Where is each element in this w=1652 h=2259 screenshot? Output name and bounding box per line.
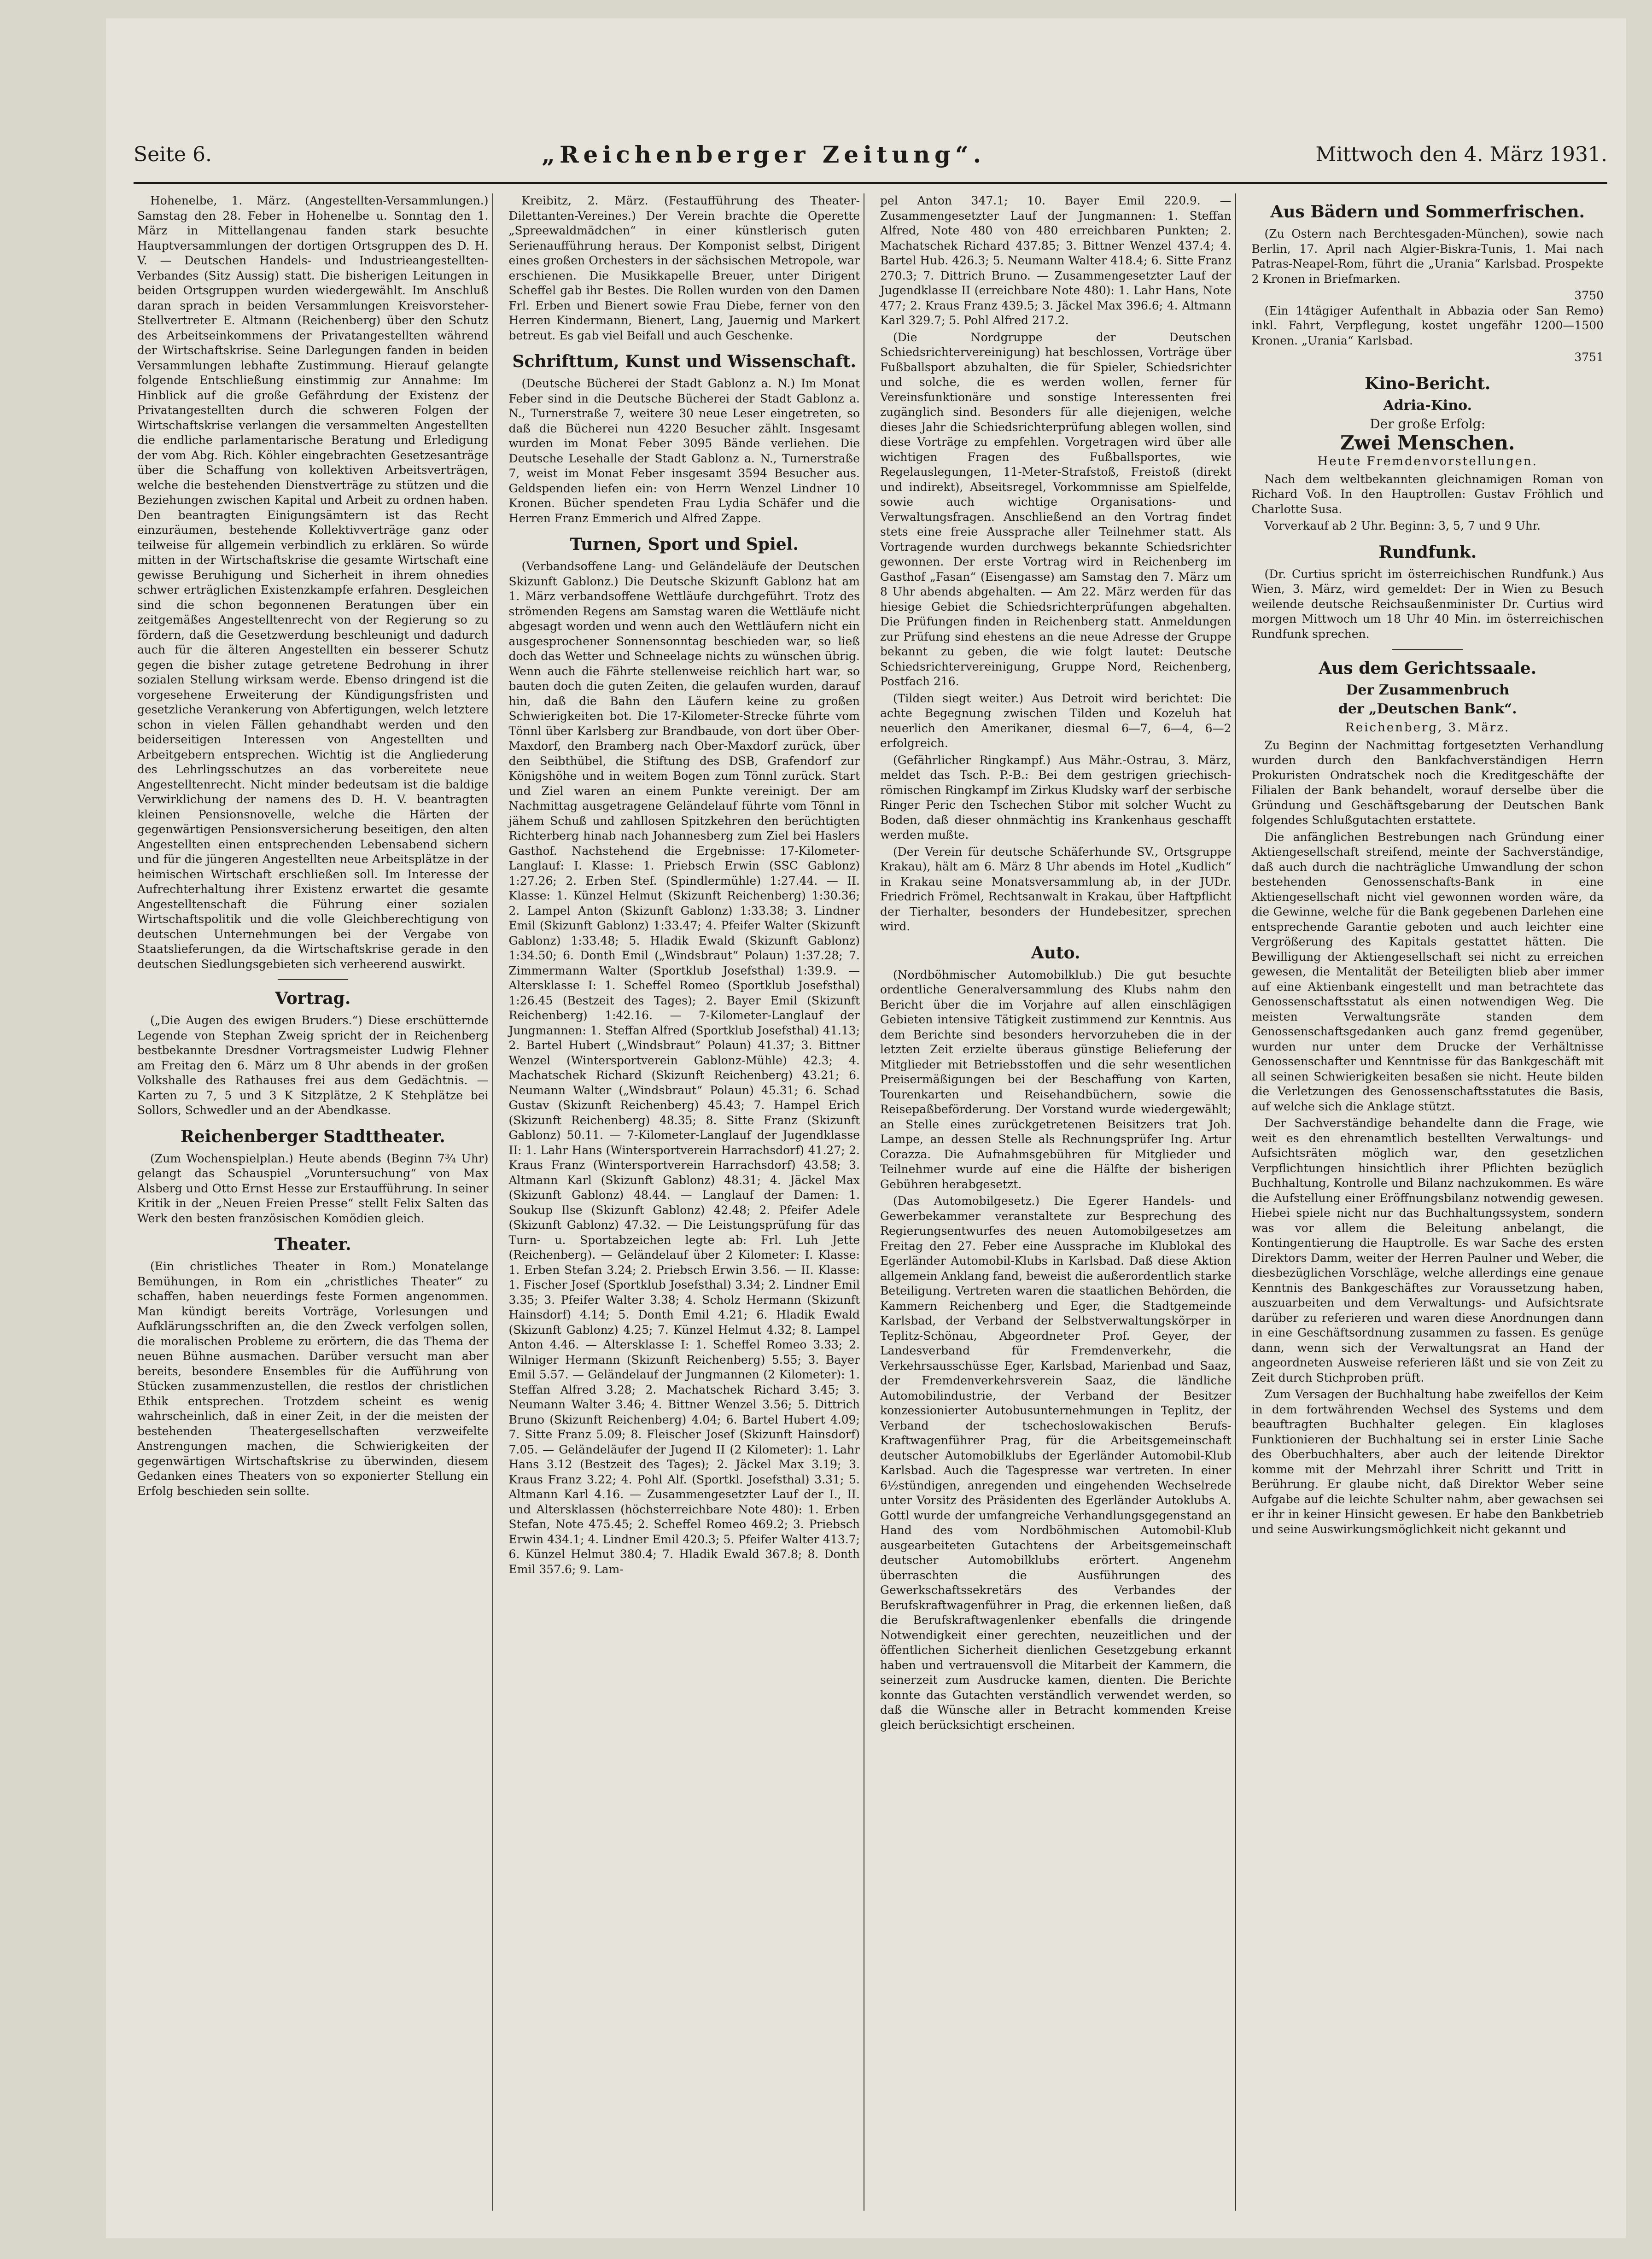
separator bbox=[278, 979, 348, 980]
article-curtius: (Dr. Curtius spricht im österreichischen Rundfunk.) Aus Wien, 3. März, wird gemeldet: Der in Wien zu Besuch weilende deutsche Reichsaußenminister Dr. Curtius wird morgen Mittwoch um 18 Uhr 40 Min. im österreichischen Rundfunk sprechen. bbox=[1251, 567, 1604, 641]
newspaper-page bbox=[106, 18, 1626, 2238]
page-number: Seite 6. bbox=[134, 142, 212, 166]
section-heading-kino: Kino-Bericht. bbox=[1365, 374, 1491, 393]
section-heading-rundfunk: Rundfunk. bbox=[1378, 542, 1477, 562]
ad-ostern: (Zu Ostern nach Berchtesgaden-München), sowie nach Berlin, 17. April nach Algier-Biskra-Tunis, 1. Mai nach Patras-Neapel-Rom, führt die „Urania“ Karlsbad. Prospekte 2 Kronen in Briefmarken. bbox=[1251, 227, 1604, 286]
column-3 bbox=[876, 193, 1236, 2211]
ad-number: 3750 bbox=[1574, 289, 1604, 302]
article-automobilklub: (Nordböhmischer Automobilklub.) Die gut besuchte ordentliche Generalversammlung des Klubs nahm den Bericht über die im Vorjahre auf allen einschlägigen Gebieten intensive Tätigkeit zustimmend zur Kenntnis. Aus dem Berichte sind besonders hervorzuheben die in der letzten Zeit erzielte überaus günstige Belieferung der Mitglieder mit Betriebsstoffen und die sehr wesentlichen Preisermäßigungen bei der Beschaffung von Karten, Tourenkarten und Reisehandbüchern, sowie die Reisepaßbeförderung. Der Vorstand wurde wiedergewählt; an Stelle eines zurückgetretenen Beisitzers trat Joh. Lampe, an dessen Stelle als Rechnungsprüfer Ing. Artur Corazza. Die Aufnahmsgebühren für Mitglieder und Teilnehmer wurde auf eine die Hälfte der bisherigen Gebühren herabgesetzt. bbox=[880, 968, 1232, 1191]
article-theater-rom: (Ein christliches Theater in Rom.) Monatelange Bemühungen, in Rom ein „christliches Theater“ zu schaffen, haben neuerdings feste Formen angenommen. Man kündigt bereits Vorträge, Vorlesungen und Aufklärungsschriften an, die den Zweck verfolgen sollen, die moralischen Probleme zu erörtern, die das Thema der neuen Bühne ausmachen. Darüber versucht man aber bereits, besondere Ensembles für die Aufführung von Stücken zusammenzustellen, die restlos der christlichen Ethik entsprechen. Trotzdem scheint es wenig wahrscheinlich, daß in einer Zeit, in der die meisten der bestehenden Theatergesellschaften verzweifelte Anstrengungen machen, die Schwierigkeiten der gegenwärtigen Wirtschaftskrise zu überwinden, diesem Gedanken eines Theaters von so exponierter Stellung ein Erfolg beschieden sein sollte. bbox=[137, 1260, 489, 1498]
column-1 bbox=[134, 193, 493, 2211]
column-2 bbox=[505, 193, 865, 2211]
article-columns bbox=[134, 193, 1607, 2211]
ad-number: 3751 bbox=[1574, 350, 1604, 364]
section-heading-gericht: Aus dem Gerichtssaale. bbox=[1319, 659, 1537, 678]
article-schaeferhunde: (Der Verein für deutsche Schäferhunde SV., Ortsgruppe Krakau), hält am 6. März 8 Uhr abends im Hotel „Kudlich“ in Krakau seine Monatsversammlung ab, in der JUDr. Friedrich Frömel, Rechtsanwalt in Krakau, über Haftpflicht der Tierhalter, besonders der Hundebesitzer, sprechen wird. bbox=[880, 845, 1232, 933]
section-heading-stadttheater: Reichenberger Stadttheater. bbox=[180, 1127, 445, 1146]
article-automobilgesetz: (Das Automobilgesetz.) Die Egerer Handels- und Gewerbekammer veranstaltete zur Besprechung des Regierungsentwurfes des neuen Automobilgesetzes am Freitag den 27. Feber eine Aussprache im Klublokal des Egerländer Automobil-Klubs in Karlsbad. Daß diese Aktion allgemein Anklang fand, beweist die außerordentlich starke Beteiligung. Vertreten waren die staatlichen Behörden, die Kammern Reichenberg und Eger, die Stadtgemeinde Karlsbad, der Verband der Selbstverwaltungskörper in Teplitz-Schönau, Abgeordneter Prof. Geyer, der Landesverband für Fremdenverkehr, die Verkehrsausschüsse Eger, Karlsbad, Marienbad und Saaz, der Fremdenverkehrsverein Saaz, die ländliche Automobilindustrie, der Verband der Besitzer konzessionierter Autobusunternehmungen in Teplitz, der Verband der tschechoslowakischen Berufs-Kraftwagenführer Prag, für die Arbeitsgemeinschaft deutscher Automobilklubs der Egerländer Automobil-Klub Karlsbad. Auch die Tagespresse war vertreten. In einer 6½stündigen, anregenden und eingehenden Wechselrede unter Vorsitz des Präsidenten des Egerländer Autoklubs A. Gottl wurde der umfangreiche Verhandlungsgegenstand an Hand des vom Nordböhmischen Automobil-Klub ausgearbeiteten Gutachtens der Arbeitsgemeinschaft deutscher Automobilklubs erörtert. Angenehm überraschten die Ausführungen des Gewerkschaftssekretärs des Verbandes der Berufskraftwagenführer in Prag, die erkennen ließen, daß die Berufskraftwagenlenker ebenfalls die dringende Notwendigkeit einer gerechten, neuzeitlichen und der öffentlichen Sicherheit dienlichen Gesetzgebung erkannt haben und vertrauensvoll die Mitarbeit der Kammern, die seinerzeit zum Ausdrucke kamen, dienten. Die Berichte konnte das Gutachten verständlich verwendet werden, so daß die Wünsche aller in Betracht kommenden Kreise gleich berücksichtigt erscheinen. bbox=[880, 1194, 1232, 1732]
column-4 bbox=[1248, 193, 1608, 2211]
separator bbox=[1392, 649, 1463, 650]
article-skilauf: (Verbandsoffene Lang- und Geländeläufe der Deutschen Skizunft Gablonz.) Die Deutsche Skizunft Gablonz hat am 1. März verbandsoffene Wettläufe durchgeführt. Trotz des strömenden Regens am Samstag waren die Wettläufe nicht abgesagt worden und wenn auch den Wettläufern nicht ein ausgesprochener Sonnensonntag beschieden war, so ließ doch das Wetter und Schneelage nichts zu wünschen übrig. Wenn auch die Fährte stellenweise reichlich hart war, so bauten doch die guten Zeiten, die gelaufen wurden, darauf hin, daß die Bahn den Läufern keine zu großen Schwierigkeiten bot. Die 17-Kilometer-Strecke führte vom Tönnl über Karlsberg zur Brandbaude, von dort über Ober-Maxdorf, den Bramberg nach Ober-Maxdorf zurück, über den Seibthübel, die Stiftung des DSB, Grafendorf zur Königshöhe und in weitem Bogen zum Tönnl zurück. Start und Ziel waren an einem Punkte vereinigt. Der am Nachmittag ausgetragene Geländelauf führte vom Tönnl in jähem Schuß und zahllosen Spitzkehren den berüchtigten Richterberg hinab nach Johannesberg zum Ziel bei Haslers Gasthof. Nachstehend die Ergebnisse: 17-Kilometer-Langlauf: I. Klasse: 1. Priebsch Erwin (SSC Gablonz) 1:27.26; 2. Erben Stef. (Spindlermühle) 1:27.44. — II. Klasse: 1. Künzel Helmut (Skizunft Reichenberg) 1:30.36; 2. Lampel Anton (Skizunft Gablonz) 1:33.38; 3. Lindner Emil (Skizunft Gablonz) 1:33.47; 4. Pfeifer Walter (Skizunft Gablonz) 1:33.48; 5. Hladik Ewald (Skizunft Gablonz) 1:34.50; 6. Donth Emil („Windsbraut“ Polaun) 1:37.28; 7. Zimmermann Walter (Sportklub Josefsthal) 1:39.9. — Altersklasse I: 1. Scheffel Romeo (Sportklub Josefsthal) 1:26.45 (Bestzeit des Tages); 2. Bayer Emil (Skizunft Reichenberg) 1:42.16. — 7-Kilometer-Langlauf der Jungmannen: 1. Steffan Alfred (Sportklub Josefsthal) 41.13; 2. Bartel Hubert („Windsbraut“ Polaun) 41.37; 3. Bittner Wenzel (Wintersportverein Gablonz-Mühle) 42.3; 4. Machatschek Richard (Skizunft Reichenberg) 43.21; 6. Neumann Walter („Windsbraut“ Polaun) 45.31; 6. Schad Gustav (Skizunft Reichenberg) 45.43; 7. Hampel Erich (Skizunft Reichenberg) 48.35; 8. Sitte Franz (Skizunft Gablonz) 50.11. — 7-Kilometer-Langlauf der Jugendklasse II: 1. Lahr Hans (Wintersportverein Harrachsdorf) 41.27; 2. Kraus Franz (Wintersportverein Harrachsdorf) 43.58; 3. Altmann Karl (Skizunft Gablonz) 48.31; 4. Jäckel Max (Skizunft Gablonz) 48.44. — Langlauf der Damen: 1. Soukup Ilse (Skizunft Gablonz) 42.48; 2. Pfeifer Adele (Skizunft Gablonz) 47.32. — Die Leistungsprüfung für das Turn- u. Sportabzeichen legte ab: Frl. Luh Jette (Reichenberg). — Geländelauf über 2 Kilometer: I. Klasse: 1. Erben Stefan 3.24; 2. Priebsch Erwin 3.56. — II. Klasse: 1. Fischer Josef (Sportklub Josefsthal) 3.34; 2. Lindner Emil 3.35; 3. Pfeifer Walter 3.38; 4. Scholz Hermann (Skizunft Hainsdorf) 4.14; 5. Donth Emil 4.21; 6. Hladik Ewald (Skizunft Gablonz) 4.25; 7. Künzel Helmut 4.32; 8. Lampel Anton 4.46. — Altersklasse I: 1. Scheffel Romeo 3.33; 2. Wilniger Hermann (Skizunft Reichenberg) 5.55; 3. Bayer Emil 5.57. — Geländelauf der Jungmannen (2 Kilometer): 1. Steffan Alfred 3.28; 2. Machatschek Richard 3.45; 3. Neumann Walter 3.46; 4. Bittner Wenzel 3.56; 5. Dittrich Bruno (Skizunft Reichenberg) 4.04; 6. Bartel Hubert 4.09; 7. Sitte Franz 5.09; 8. Fleischer Josef (Skizunft Hainsdorf) 7.05. — Geländeläufer der Jugend II (2 Kilometer): 1. Lahr Hans 3.12 (Bestzeit des Tages); 2. Jäckel Max 3.19; 3. Kraus Franz 3.22; 4. Pohl Alf. (Sportkl. Josefsthal) 3.31; 5. Altmann Karl 4.16. — Zusammengesetzter Lauf der I., II. und Altersklassen (höchsterreichbare Note 480): 1. Erben Stefan, Note 475.45; 2. Scheffel Romeo 469.2; 3. Priebsch Erwin 434.1; 4. Lindner Emil 420.3; 5. Pfeifer Walter 413.7; 6. Künzel Helmut 380.4; 7. Hladik Ewald 367.8; 8. Donth Emil 357.6; 9. Lam- bbox=[508, 560, 860, 1576]
article-bank-2: Die anfänglichen Bestrebungen nach Gründung einer Aktiengesellschaft streifend, meinte der Sachverständige, daß auch durch die nachträgliche Umwandlung der schon bestehenden Genossenschafts-Bank in eine Aktiengesellschaft nicht viel gewonnen worden wäre, da die Gewinne, welche für die Bank gegebenen Darlehen eine entsprechende Garantie geboten und auch leichter eine Vergrößerung des Kapitals gestattet hätten. Die Bewilligung der Aktiengesellschaft sei nicht zu erreichen gewesen, die Mentalität der Beteiligten blieb aber immer auf eine Aktienbank eingestellt und man betrachtete das Genossenschaftsstatut als einen notwendigen Weg. Die meisten Verwaltungsräte standen dem Genossenschaftsgedanken auch ganz fremd gegenüber, wurden nur unter dem Drucke der Verhältnisse Genossenschafter und Kenntnisse für das Bankgeschäft mit all seinen Schwierigkeiten besaßen sie nicht. Heute bilden die Verletzungen des Genossenschaftsstatutes die Basis, auf welche sich die Anklage stützt. bbox=[1251, 830, 1604, 1113]
dateline: Reichenberg, 3. März. bbox=[1345, 721, 1510, 735]
section-heading-theater: Theater. bbox=[274, 1235, 351, 1254]
issue-date: Mittwoch den 4. März 1931. bbox=[1315, 142, 1607, 166]
article-ringkampf: (Gefährlicher Ringkampf.) Aus Mähr.-Ostrau, 3. März, meldet das Tsch. P.-B.: Bei dem gestrigen griechisch-römischen Ringkampf im Zirkus Kludsky warf der serbische Ringer Peric den Tschechen Stibor mit solcher Wucht zu Boden, daß dieser ohnmächtig ins Krankenhaus geschafft werden mußte. bbox=[880, 753, 1232, 841]
article-schiedsrichter: (Die Nordgruppe der Deutschen Schiedsrichtervereinigung) hat beschlossen, Vorträge über Fußballsport abzuhalten, die für Spieler, Schiedsrichter und solche, die es werden wollen, ferner für Vereinsfunktionäre und sonstige Interessenten frei zugänglich sind. Besonders für alle diejenigen, welche dieses Jahr die Schiedsrichterprüfung ablegen wollen, sind diese Vorträge zu empfehlen. Vorgetragen wird über alle wichtigen Fragen des Fußballsportes, wie Regelauslegungen, 11-Meter-Strafstoß, Freistoß (direkt und indirekt), Abseitsregel, Vorkommnisse am Spielfelde, sowie auch wichtige Organisations- und Verwaltungsfragen. Anschließend an den Vortrag findet stets eine freie Aussprache aller Teilnehmer statt. Als Vortragende wurden durchwegs bekannte Schiedsrichter gewonnen. Der erste Vortrag wird in Reichenberg im Gasthof „Fasan“ (Eisengasse) am Samstag den 7. März um 8 Uhr abends abgehalten. — Am 22. März werden für das hiesige Gebiet die Schiedsrichterprüfungen abgehalten. Die Prüfungen finden in Reichenberg statt. Anmeldungen zur Prüfung sind ehestens an die neue Adresse der Gruppe bekannt zu geben, die wie folgt lautet: Deutsche Schiedsrichtervereinigung, Gruppe Nord, Reichenberg, Postfach 216. bbox=[880, 330, 1232, 688]
headline-deutsche-bank: der „Deutschen Bank“. bbox=[1338, 700, 1517, 717]
screening-note: Heute Fremdenvorstellungen. bbox=[1317, 455, 1538, 468]
article-bank-1: Zu Beginn der Nachmittag fortgesetzten Verhandlung wurden durch den Bankfachverständigen Herrn Prokuristen Ondratschek noch die Kreditgeschäfte der Filialen der Bank behandelt, worauf derselbe über die Gründung und Geschäftsgebarung der Deutschen Bank folgendes Schlußgutachten erstattete. bbox=[1251, 738, 1604, 827]
article-tilden: (Tilden siegt weiter.) Aus Detroit wird berichtet: Die achte Begegnung zwischen Tilden und Kozeluh hat neuerlich den Amerikaner, diesmal 6—7, 6—4, 6—2 erfolgreich. bbox=[880, 691, 1232, 750]
film-description: Nach dem weltbekannten gleichnamigen Roman von Richard Voß. In den Hauptrollen: Gustav Fröhlich und Charlotte Susa. bbox=[1251, 472, 1604, 516]
section-heading-baeder: Aus Bädern und Sommerfrischen. bbox=[1270, 202, 1585, 222]
newspaper-title: „Reichenberger Zeitung“. bbox=[542, 140, 986, 168]
article-buecherei: (Deutsche Bücherei der Stadt Gablonz a. N.) Im Monat Feber sind in die Deutsche Bücherei der Stadt Gablonz a. N., Turnerstraße 7, weitere 30 neue Leser eingetreten, so daß die Bücherei nun 4220 Besucher zählt. Insgesamt wurden im Monat Feber 3095 Bände verliehen. Die Deutsche Lesehalle der Stadt Gablonz a. N., Turnerstraße 7, weist im Monat Feber insgesamt 3594 Besucher aus. Geldspenden liefen ein: von Herrn Wenzel Lindner 10 Kronen. Bücher spendeten Frau Lydia Schäfer und die Herren Franz Emmerich und Alfred Zappe. bbox=[508, 377, 860, 525]
section-heading-schrifttum: Schrifttum, Kunst und Wissenschaft. bbox=[512, 352, 857, 371]
cinema-tagline: Der große Erfolg: bbox=[1370, 416, 1486, 432]
ad-abbazia: (Ein 14tägiger Aufenthalt in Abbazia oder San Remo) inkl. Fahrt, Verpflegung, kostet ungefähr 1200—1500 Kronen. „Urania“ Karlsbad. bbox=[1251, 304, 1604, 347]
article-hohenelbe: Hohenelbe, 1. März. (Angestellten-Versammlungen.) Samstag den 28. Feber in Hohenelbe u. Sonntag den 1. März in Mittellangenau fanden stark besuchte Hauptversammlungen der dortigen Ortsgruppen des D. H. V. — Deutschen Handels- und Industrieangestellten-Verbandes (Sitz Aussig) statt. Die bisherigen Leitungen in beiden Ortsgruppen wurden wiedergewählt. Im Anschluß daran sprach in beiden Versammlungen Kreisvorsteher-Stellvertreter E. Altmann (Reichenberg) über den Schutz des Arbeitseinkommens der Privatangestellten während der Wirtschaftskrise. Seine Darlegungen fanden in beiden Versammlungen lebhafte Zustimmung. Hierauf gelangte folgende Entschließung einstimmig zur Annahme: Im Hinblick auf die große Gefährdung der Existenz der Privatangestellten durch die schweren Folgen der Wirtschaftskrise verlangen die versammelten Angestellten die endliche parlamentarische Beratung und Erledigung der vom Abg. Rich. Köhler eingebrachten Gesetzesanträge über die Schaffung von kollektiven Arbeitsverträgen, welche die bestehenden Dienstverträge zu stützen und die Beziehungen zwischen Kapital und Arbeit zu ordnen haben. Den beantragten Einigungsämtern ist das Recht einzuräumen, bestehende Kollektivverträge ganz oder teilweise für allgemein verbindlich zu erklären. So würde mitten in der Wirtschaftskrise die gesamte Wirtschaft eine gewisse Beruhigung und Sicherheit in ihrem ohnedies schwer erträglichen Existenzkampfe erfahren. Desgleichen sind die schon begonnenen Beratungen über ein zeitgemäßes Angestelltenrecht von der Regierung so zu fördern, daß die Gesetzwerdung beschleunigt und dadurch auch für die älteren Angestellten ein besserer Schutz gegen die bisher zutage getretene Bedrohung in ihrer sozialen Stellung wirksam werde. Ebenso dringend ist die vorgesehene Erweiterung der Kündigungsfristen und gesetzliche Verankerung von Abfertigungen, welch letztere schon in vielen Fällen gehandhabt werden und den beiderseitigen Interessen von Angestellten und Arbeitgebern entsprechen. Wichtig ist die Angliederung des Lehrlingsschutzes an das vorbereitete neue Angestelltenrecht. Nicht minder bedeutsam ist die baldige Verwirklichung der namens des D. H. V. beantragten kleinen Pensionsnovelle, welche die Härten der gegenwärtigen Pensionsversicherung beseitigen, den alten Angestellten einen entsprechenden Lebensabend sichern und für die jüngeren Angestellten neue Arbeitsplätze in der heimischen Wirtschaft erschließen soll. Im Interesse der Aufrechterhaltung ihrer Existenz erwartet die gesamte Angestelltenschaft die Führung einer sozialen Wirtschaftspolitik und die volle Gleichberechtigung von deutschen Unternehmungen bei der Vergabe von Staatslieferungen, da die Wirtschaftskrise gerade in den deutschen Siedlungsgebieten sich verheerend auswirkt. bbox=[137, 194, 489, 971]
page-header bbox=[134, 134, 1607, 175]
article-vortrag: („Die Augen des ewigen Bruders.“) Diese erschütternde Legende von Stephan Zweig spricht der in Reichenberg bestbekannte Dresdner Vortragsmeister Ludwig Flehner am Freitag den 6. März um 8 Uhr abends in der großen Volkshalle des Rathauses frei aus dem Gedächtnis. — Karten zu 7, 5 und 3 K Sitzplätze, 2 K Stehplätze bei Sollors, Schwedler und an der Abendkasse. bbox=[137, 1014, 489, 1117]
film-showtimes: Vorverkauf ab 2 Uhr. Beginn: 3, 5, 7 und 9 Uhr. bbox=[1264, 519, 1541, 532]
article-bank-4: Zum Versagen der Buchhaltung habe zweifellos der Keim in dem fortwährenden Wechsel des Systems und dem beauftragten Buchhalter gelegen. Ein klagloses Funktionieren der Buchhaltung sei in erster Linie Sache des Oberbuchhalters, aber auch der leitende Direktor komme mit der Mehrzahl ihrer Schritt und Tritt in Berührung. Er glaube nicht, daß Direktor Weber seine Aufgabe auf die leichte Schulter nahm, aber gewachsen sei er ihr in keiner Hinsicht gewesen. Er habe den Bankbetrieb und seine Auswirkungsmöglichkeit nicht gekannt und bbox=[1251, 1388, 1604, 1536]
film-title: Zwei Menschen. bbox=[1340, 431, 1515, 454]
section-heading-auto: Auto. bbox=[1031, 943, 1080, 963]
section-heading-sport: Turnen, Sport und Spiel. bbox=[570, 535, 799, 554]
article-kreibitz: Kreibitz, 2. März. (Festaufführung des Theater-Dilettanten-Vereines.) Der Verein brachte die Operette „Spreewaldmädchen“ in einer künstlerisch guten Serienaufführung heraus. Der Komponist selbst, Dirigent eines großen Orchesters in der sächsischen Metropole, war erschienen. Die Musikkapelle Breuer, unter Dirigent Scheffel gab ihr Bestes. Die Rollen wurden von den Damen Frl. Erben und Bienert sowie Frau Diebe, ferner von den Herren Kindermann, Bienert, Lang, Jauernig und Markert betreut. Es gab viel Beifall und auch Geschenke. bbox=[508, 194, 860, 342]
article-stadttheater: (Zum Wochenspielplan.) Heute abends (Beginn 7¾ Uhr) gelangt das Schauspiel „Voruntersuchung“ von Max Alsberg und Otto Ernst Hesse zur Erstaufführung. In seiner Kritik in der „Neuen Freien Presse“ stellt Felix Salten das Werk den besten französischen Komödien gleich. bbox=[137, 1151, 489, 1225]
cinema-name: Adria-Kino. bbox=[1383, 397, 1472, 414]
article-bank-3: Der Sachverständige behandelte dann die Frage, wie weit es den ehrenamtlich bestellten Verwaltungs- und Aufsichtsräten möglich war, den gesetzlichen Verpflichtungen hinsichtlich ihrer Pflichten bezüglich Buchhaltung, Kontrolle und Bilanz nachzukommen. Es wäre die Aufstellung einer Eröffnungsbilanz notwendig gewesen. Hiebei spiele nicht nur das Buchhaltungssystem, sondern was vor allem die Beleitung anbelangt, die Kontingentierung die Hauptrolle. Es war Sache des ersten Direktors Damm, weiter der Herren Paulner und Weber, die diesbezüglichen Vorschläge, welche allerdings eine genaue Kenntnis des Bankgeschäftes zur Voraussetzung haben, auszuarbeiten und dem Verwaltungs- und Aufsichtsrate darüber zu referieren und waren diese Anordnungen dann in eine Geschäftsordnung zusammen zu fassen. Es genüge dann, wenn sich der Verwaltungsrat an Hand der angeordneten Ausweise referieren läßt und sie von Zeit zu Zeit durch Stichproben prüft. bbox=[1251, 1116, 1604, 1384]
article-skilauf-cont: pel Anton 347.1; 10. Bayer Emil 220.9. — Zusammengesetzter Lauf der Jungmannen: 1. Steffan Alfred, Note 480 von 480 erreichbaren Punkten; 2. Machatschek Richard 437.85; 3. Bittner Wenzel 437.4; 4. Bartel Hub. 426.3; 5. Neumann Walter 418.4; 6. Sitte Franz 270.3; 7. Dittrich Bruno. — Zusammengesetzter Lauf der Jugendklasse II (erreichbare Note 480): 1. Lahr Hans, Note 477; 2. Kraus Franz 439.5; 3. Jäckel Max 396.6; 4. Altmann Karl 329.7; 5. Pohl Alfred 217.2. bbox=[880, 194, 1232, 327]
section-heading-vortrag: Vortrag. bbox=[275, 989, 351, 1008]
headline-zusammenbruch: Der Zusammenbruch bbox=[1346, 682, 1509, 698]
header-rule bbox=[134, 182, 1607, 184]
